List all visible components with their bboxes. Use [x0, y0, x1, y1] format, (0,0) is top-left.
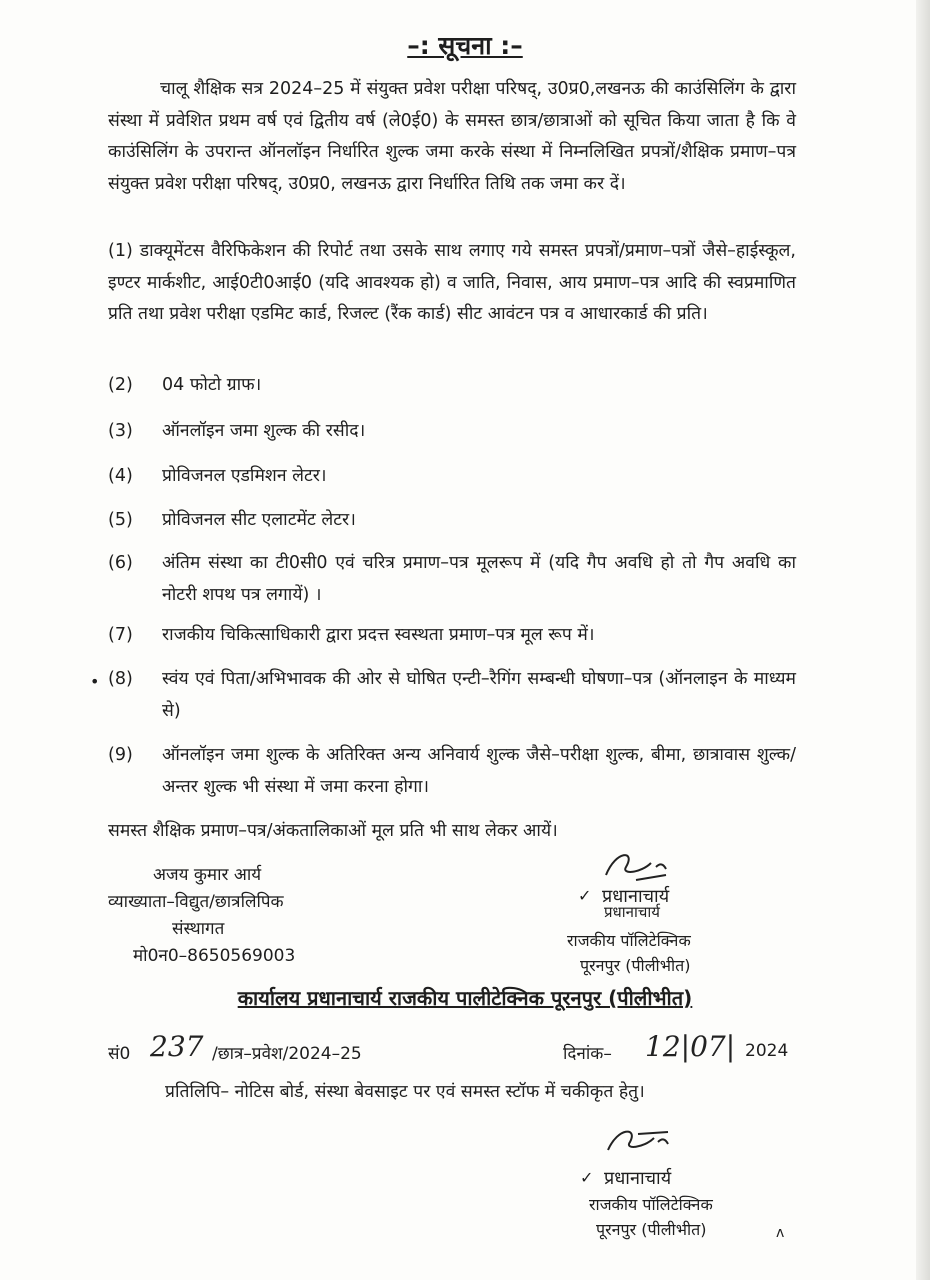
ref-suffix: /छात्र–प्रवेश/2024–25 [212, 1044, 362, 1064]
item-text: प्रोविजनल सीट एलाटमेंट लेटर। [162, 510, 356, 530]
item-number: (9) [108, 745, 133, 765]
signatory-title: प्रधानाचार्य [602, 886, 670, 907]
office-heading: कार्यालय प्रधानाचार्य राजकीय पालीटेक्निक पूरनपुर (पीलीभीत) [237, 986, 693, 1010]
contact-role: संस्थागत [172, 919, 225, 939]
date-year: 2024 [745, 1041, 789, 1061]
copy-to: प्रतिलिपि– नोटिस बोर्ड, संस्था बेवसाइट पर एवं समस्त स्टॉफ में चकीकृत हेतु। [165, 1082, 645, 1102]
date-handwritten: 12|07| [645, 1030, 736, 1063]
item-number: (2) [108, 375, 133, 395]
item-number: (3) [108, 421, 133, 441]
page-edge-shadow [916, 0, 930, 1280]
item-number: (8) [108, 669, 133, 689]
contact-designation: व्याख्याता–विद्युत/छात्रलिपिक [108, 892, 284, 912]
item-number: (6) [108, 553, 133, 573]
item-number: (7) [108, 625, 133, 645]
item-text: ऑनलॉइन जमा शुल्क के अतिरिक्त अन्य अनिवार्य शुल्क जैसे–परीक्षा शुल्क, बीमा, छात्रावास शुल्क/अन्तर शुल्क भी संस्था में जमा करना होगा। [162, 745, 796, 797]
item-text: ऑनलॉइन जमा शुल्क की रसीद। [162, 421, 366, 441]
signature-icon [600, 1122, 690, 1167]
date-label: दिनांक– [563, 1044, 612, 1064]
notice-title: –: सूचना :– [407, 31, 523, 60]
signatory-institute: राजकीय पॉलिटेक्निक [589, 1195, 713, 1214]
intro-paragraph: चालू शैक्षिक सत्र 2024–25 में संयुक्त प्रवेश परीक्षा परिषद्, उ0प्र0,लखनऊ की काउंसिलिंग के द्वारा संस्था में प्रवेशित प्रथम वर्ष एवं द्वितीय वर्ष (ले0ई0) के समस्त छात्र/छात्राओं को सूचित किया जाता है कि वे काउंसिलिंग के उपरान्त ऑनलॉइन निर्धारित शुल्क जमा करके संस्था में निम्नलिखित प्रपत्रों/शैक्षिक प्रमाण–पत्र संयुक्त प्रवेश परीक्षा परिषद्, उ0प्र0, लखनऊ द्वारा निर्धारित तिथि तक जमा कर दें। [108, 79, 796, 194]
ref-number: 237 [150, 1030, 204, 1063]
margin-mark: ʌ [776, 1225, 785, 1241]
item-text: राजकीय चिकित्साधिकारी द्वारा प्रदत्त स्वस्थता प्रमाण–पत्र मूल रूप में। [162, 625, 595, 645]
contact-mobile: मो0न0–8650569003 [133, 946, 296, 966]
item-text: अंतिम संस्था का टी0सी0 एवं चरित्र प्रमाण–पत्र मूलरूप में (यदि गैप अवधि हो तो गैप अवधि का नोटरी शपथ पत्र लगायें) । [162, 553, 796, 605]
closing-note: समस्त शैक्षिक प्रमाण–पत्र/अंकतालिकाओं मूल प्रति भी साथ लेकर आयें। [108, 821, 558, 841]
signatory-stamp-title: प्रधानाचार्य [604, 903, 660, 921]
item-text: 04 फोटो ग्राफ। [162, 375, 262, 395]
signatory-title: प्रधानाचार्य [604, 1168, 672, 1189]
item-text: स्वंय एवं पिता/अभिभावक की ओर से घोषित एन्टी–रैगिंग सम्बन्धी घोषणा–पत्र (ऑनलाइन के माध्यम से) [162, 669, 796, 721]
tick-mark: ✓ [578, 886, 592, 905]
signatory-place: पूरनपुर (पीलीभीत) [596, 1220, 707, 1239]
margin-mark: • [90, 672, 100, 691]
ref-prefix: सं0 [108, 1044, 131, 1064]
item-number: (5) [108, 510, 133, 530]
contact-name: अजय कुमार आर्य [153, 865, 262, 885]
item-text: प्रोविजनल एडमिशन लेटर। [162, 466, 327, 486]
signatory-institute: राजकीय पॉलिटेक्निक [567, 931, 691, 950]
item-1: (1) डाक्यूमेंटस वैरिफिकेशन की रिपोर्ट तथा उसके साथ लगाए गये समस्त प्रपत्रों/प्रमाण–पत्रों जैसे–हाईस्कूल, इण्टर मार्कशीट, आई0टी0आई0 (यदि आवश्यक हो) व जाति, निवास, आय प्रमाण–पत्र आदि की स्वप्रमाणित प्रति तथा प्रवेश परीक्षा एडमिट कार्ड, रिजल्ट (रैंक कार्ड) सीट आवंटन पत्र व आधारकार्ड की प्रति। [108, 241, 796, 324]
signatory-place: पूरनपुर (पीलीभीत) [580, 956, 691, 975]
item-number: (4) [108, 466, 133, 486]
tick-mark: ✓ [580, 1168, 594, 1187]
